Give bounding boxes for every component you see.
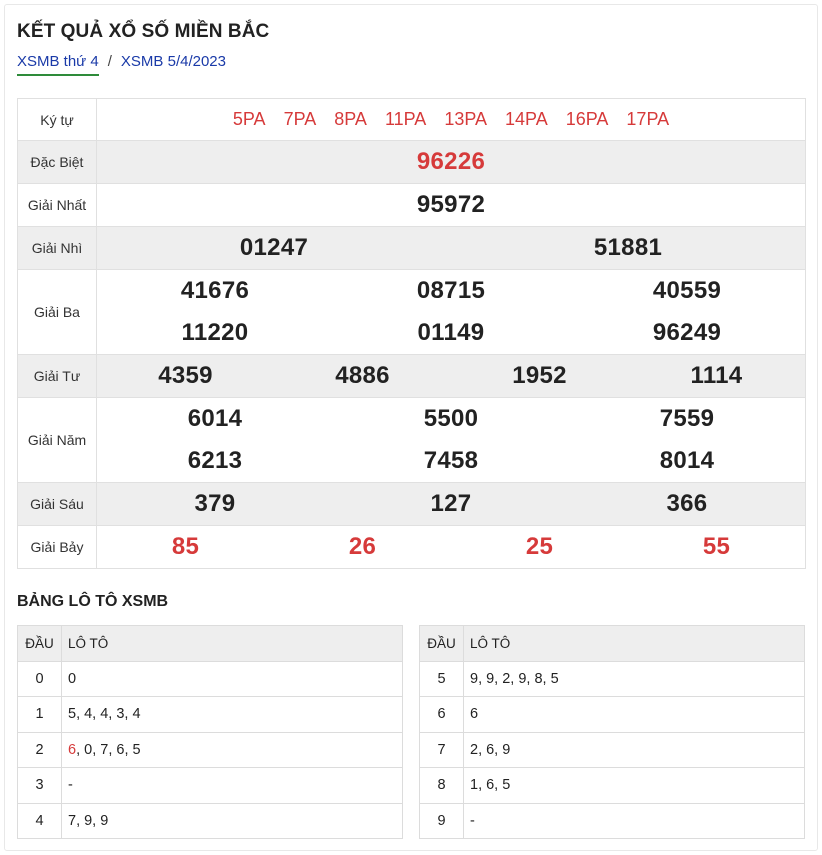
prize-number: 7458 bbox=[423, 447, 479, 474]
loto-dau: 6 bbox=[420, 697, 464, 733]
loto-values: 7, 9, 9 bbox=[62, 803, 403, 839]
row-label: Giải Năm bbox=[18, 398, 97, 483]
breadcrumb-date-link[interactable]: XSMB 5/4/2023 bbox=[120, 53, 226, 70]
loto-row bbox=[420, 697, 805, 733]
loto-row bbox=[420, 661, 805, 697]
prize-number: 127 bbox=[430, 490, 472, 517]
loto-table-right bbox=[419, 625, 805, 839]
prize-number: 01149 bbox=[417, 319, 485, 346]
row-label: Giải Bảy bbox=[18, 526, 97, 569]
col-header-dau: ĐẦU bbox=[420, 626, 464, 662]
prize-number: 51881 bbox=[593, 234, 663, 261]
ky-tu-code: 16PA bbox=[565, 109, 609, 129]
prize-number: 11220 bbox=[181, 319, 249, 346]
prize-number: 01247 bbox=[239, 234, 309, 261]
loto-values bbox=[62, 732, 403, 768]
ky-tu-code: 5PA bbox=[232, 109, 266, 129]
loto-row bbox=[18, 768, 403, 804]
prize-number: 7559 bbox=[659, 405, 715, 432]
loto-row bbox=[18, 732, 403, 768]
loto-row bbox=[18, 697, 403, 733]
ky-tu-code: 17PA bbox=[626, 109, 670, 129]
ky-tu-code: 14PA bbox=[505, 109, 548, 129]
ky-tu-code: 13PA bbox=[444, 109, 488, 129]
loto-values: - bbox=[62, 768, 403, 804]
row-ky-tu bbox=[18, 99, 806, 141]
row-label: Giải Ba bbox=[18, 270, 97, 355]
loto-highlight-value: 6 bbox=[68, 741, 77, 758]
row-label: Đặc Biệt bbox=[18, 141, 97, 184]
prize-number: 41676 bbox=[180, 277, 250, 304]
prize-number: 08715 bbox=[416, 277, 486, 304]
loto-rest-values: , 0, 7, 6, 5 bbox=[76, 741, 141, 758]
loto-dau: 0 bbox=[18, 661, 62, 697]
prize-number: 6014 bbox=[187, 405, 243, 432]
loto-dau: 5 bbox=[420, 661, 464, 697]
prize-number: 55 bbox=[702, 533, 731, 560]
loto-values: 6 bbox=[464, 697, 805, 733]
loto-dau: 3 bbox=[18, 768, 62, 804]
breadcrumb-separator: / bbox=[107, 53, 112, 70]
row-giai-ba bbox=[18, 270, 806, 355]
prize-number: 4359 bbox=[158, 362, 213, 389]
row-giai-sau bbox=[18, 483, 806, 526]
ky-tu-code: 11PA bbox=[384, 109, 427, 129]
loto-dau: 1 bbox=[18, 697, 62, 733]
prize-number: 8014 bbox=[659, 447, 715, 474]
row-dac-biet bbox=[18, 141, 806, 184]
prize-number: 96226 bbox=[416, 148, 486, 175]
loto-row bbox=[420, 732, 805, 768]
loto-values: 0 bbox=[62, 661, 403, 697]
ky-tu-code: 8PA bbox=[334, 109, 367, 129]
prize-number: 5500 bbox=[423, 405, 479, 432]
loto-row bbox=[18, 803, 403, 839]
col-header-dau: ĐẦU bbox=[18, 626, 62, 662]
prize-number: 1952 bbox=[512, 362, 567, 389]
breadcrumb bbox=[17, 53, 226, 77]
loto-table-left bbox=[17, 625, 403, 839]
prize-number: 26 bbox=[348, 533, 377, 560]
loto-values: 9, 9, 2, 9, 8, 5 bbox=[464, 661, 805, 697]
loto-section-title: BẢNG LÔ TÔ XSMB bbox=[17, 593, 169, 610]
breadcrumb-weekday-link[interactable]: XSMB thứ 4 bbox=[17, 53, 99, 76]
loto-values: - bbox=[464, 803, 805, 839]
row-label: Giải Nhất bbox=[18, 184, 97, 227]
loto-dau: 4 bbox=[18, 803, 62, 839]
row-giai-bay bbox=[18, 526, 806, 569]
loto-dau: 8 bbox=[420, 768, 464, 804]
prize-number: 4886 bbox=[335, 362, 390, 389]
row-label: Ký tự bbox=[18, 99, 97, 141]
ky-tu-code: 7PA bbox=[283, 109, 317, 129]
loto-dau: 7 bbox=[420, 732, 464, 768]
page-title: KẾT QUẢ XỔ SỐ MIỀN BẮC bbox=[17, 21, 270, 42]
prize-number: 25 bbox=[525, 533, 554, 560]
row-giai-nhi bbox=[18, 227, 806, 270]
row-giai-nam bbox=[18, 398, 806, 483]
prize-number: 85 bbox=[171, 533, 200, 560]
col-header-loto: LÔ TÔ bbox=[62, 626, 403, 662]
loto-dau: 9 bbox=[420, 803, 464, 839]
row-label: Giải Tư bbox=[18, 355, 97, 398]
row-giai-nhat bbox=[18, 184, 806, 227]
loto-header-row bbox=[18, 626, 403, 662]
col-header-loto: LÔ TÔ bbox=[464, 626, 805, 662]
row-label: Giải Sáu bbox=[18, 483, 97, 526]
prize-number: 379 bbox=[194, 490, 236, 517]
loto-values: 2, 6, 9 bbox=[464, 732, 805, 768]
loto-values: 1, 6, 5 bbox=[464, 768, 805, 804]
prize-number: 366 bbox=[666, 490, 708, 517]
loto-row bbox=[420, 803, 805, 839]
prize-number: 96249 bbox=[652, 319, 722, 346]
row-giai-tu bbox=[18, 355, 806, 398]
prize-number: 40559 bbox=[652, 277, 722, 304]
loto-row bbox=[420, 768, 805, 804]
row-label: Giải Nhì bbox=[18, 227, 97, 270]
loto-header-row bbox=[420, 626, 805, 662]
loto-row bbox=[18, 661, 403, 697]
prize-number: 6213 bbox=[187, 447, 243, 474]
prize-number: 1114 bbox=[690, 362, 743, 389]
results-table bbox=[17, 98, 806, 569]
loto-values: 5, 4, 4, 3, 4 bbox=[62, 697, 403, 733]
prize-number: 95972 bbox=[416, 191, 486, 218]
ky-tu-codes bbox=[97, 109, 805, 130]
loto-dau: 2 bbox=[18, 732, 62, 768]
